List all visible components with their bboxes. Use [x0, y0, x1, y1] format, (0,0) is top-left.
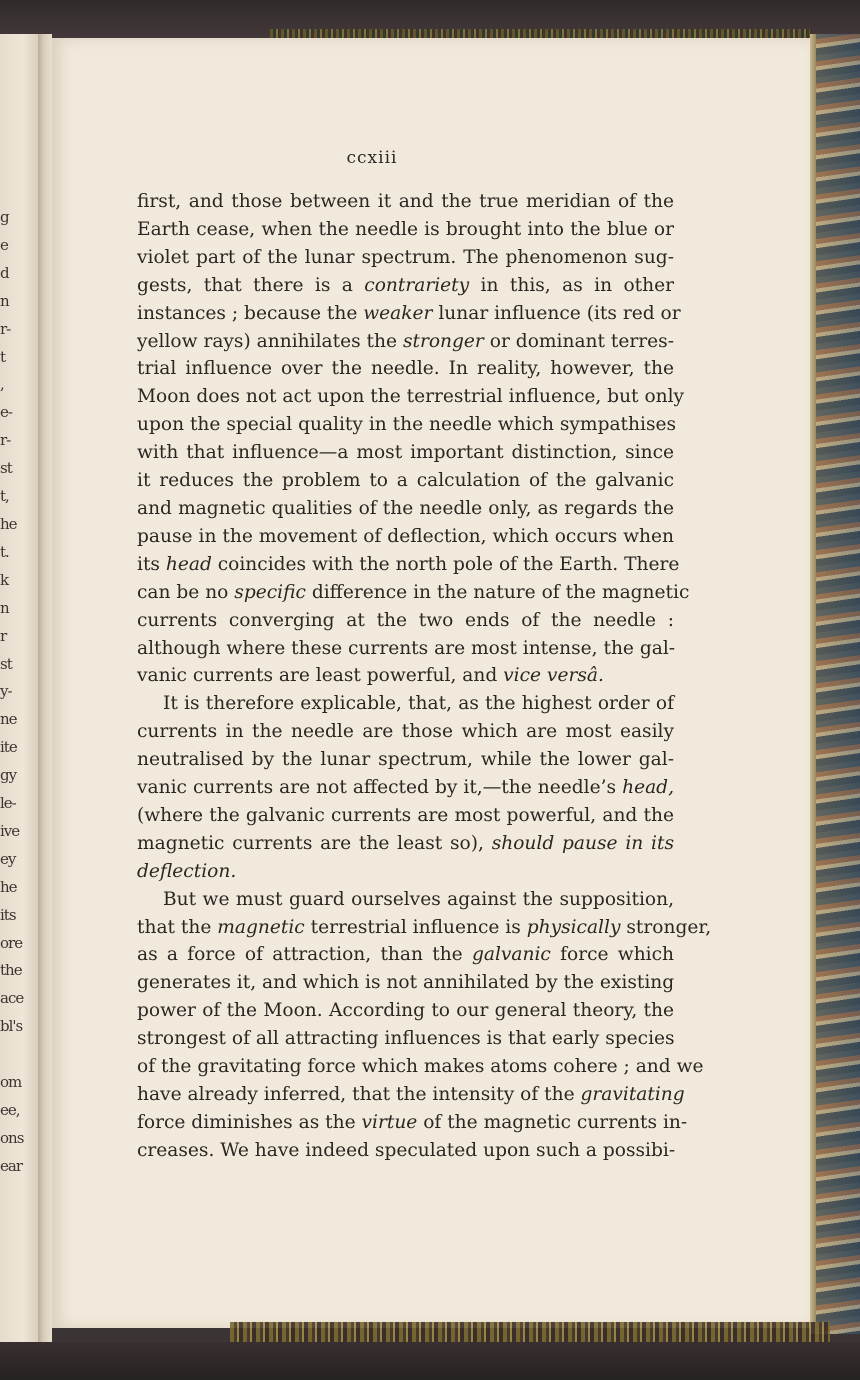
text-run: creases. We have indeed speculated upon such a possibi-: [137, 1139, 676, 1161]
text-run: Earth cease, when the needle is brought into the blue or: [137, 218, 674, 240]
italic-run: physically: [526, 916, 621, 938]
text-line: [137, 830, 674, 858]
text-run: strongest of all attracting influences is that early species: [137, 1028, 675, 1050]
text-run: neutralised by the lunar spectrum, while the lower gal-: [137, 749, 674, 771]
text-run: magnetic currents are the least so),: [137, 832, 492, 854]
text-run: force which: [550, 944, 674, 966]
text-run: difference in the nature of the magnetic: [305, 581, 690, 603]
text-line: [137, 635, 674, 663]
text-line: [137, 579, 690, 607]
text-line: [137, 1081, 685, 1109]
text-run: terrestrial influence is: [304, 916, 527, 938]
text-run: or dominant terres-: [483, 330, 674, 352]
text-run: and magnetic qualities of the needle only, as regards the: [137, 497, 674, 519]
text-run: Moon does not act upon the terrestrial influence, but only: [137, 386, 685, 408]
text-run: its: [137, 553, 166, 575]
text-run: currents in the needle are those which are most easily: [137, 721, 674, 743]
text-run: as a force of attraction, than the: [137, 944, 472, 966]
previous-page-edge: [0, 34, 38, 1342]
backdrop-bottom: [0, 1342, 860, 1380]
text-run: of the magnetic currents in-: [417, 1111, 688, 1133]
text-line: [137, 997, 674, 1025]
text-line: [137, 383, 685, 411]
text-line: [137, 495, 674, 523]
body-text: [137, 188, 712, 1165]
text-line: [137, 969, 674, 997]
italic-run: stronger: [402, 330, 484, 352]
text-run: with that influence—a most important distinction, since: [137, 442, 674, 464]
italic-run: vice versâ.: [503, 665, 604, 687]
text-line: [137, 551, 680, 579]
italic-run: should pause in its: [491, 832, 674, 854]
text-line: [137, 718, 674, 746]
text-run: gests, that there is a: [137, 274, 365, 296]
text-run: can be no: [137, 581, 235, 603]
page-number: ccxiii: [346, 148, 398, 168]
text-line: [137, 690, 674, 718]
text-line: [137, 244, 674, 272]
text-run: (where the galvanic currents are most powerful, and the: [137, 804, 674, 826]
italic-run: weaker: [363, 302, 433, 324]
text-line: [137, 328, 674, 356]
text-line: [137, 607, 674, 635]
text-run: that the: [137, 916, 218, 938]
text-line: [137, 662, 674, 690]
text-run: upon the special quality in the needle which sympathises: [137, 414, 677, 436]
text-line: [137, 300, 681, 328]
text-line: [137, 746, 674, 774]
text-line: [137, 523, 674, 551]
italic-run: head: [165, 553, 212, 575]
text-run: coincides with the north pole of the Earth. There: [211, 553, 680, 575]
text-run: pause in the movement of deflection, which occurs when: [137, 525, 674, 547]
text-line: [137, 272, 674, 300]
text-run: trial influence over the needle. In reality, however, the: [137, 358, 674, 380]
text-run: vanic currents are least powerful, and: [137, 665, 504, 687]
text-line: [137, 467, 674, 495]
text-line: [137, 914, 712, 942]
italic-run: specific: [234, 581, 306, 603]
italic-run: gravitating: [580, 1084, 685, 1105]
text-run: vanic currents are not affected by it,—the needle’s: [137, 777, 623, 799]
marbled-page-edges: [810, 34, 860, 1334]
text-line: [137, 355, 674, 383]
text-run: currents converging at the two ends of the needle :: [137, 609, 674, 631]
previous-page-text-fragments: g e d n r- t , e- r- st t, he t. k n r st y- ne ite gy le- ive ey he its ore the ace bl's om ee, ons ear: [0, 208, 24, 1175]
text-line: [137, 439, 674, 467]
text-run: generates it, and which is not annihilated by the existing: [137, 972, 675, 994]
text-run: first, and those between it and the true meridian of the: [137, 191, 674, 212]
italic-run: magnetic: [217, 916, 305, 938]
text-line: [137, 411, 677, 439]
text-run: lunar influence (its red or: [432, 302, 681, 324]
text-line: [137, 1109, 688, 1137]
text-line: [137, 1137, 674, 1165]
text-run: it reduces the problem to a calculation of the galvanic: [137, 470, 674, 492]
text-run: But we must guard ourselves against the supposition,: [163, 888, 674, 910]
text-run: yellow rays) annihilates the: [137, 330, 403, 352]
text-line: [137, 802, 674, 830]
book-gutter: [38, 34, 52, 1342]
italic-run: galvanic: [471, 944, 551, 966]
italic-run: contrariety: [364, 274, 470, 296]
text-run: although where these currents are most intense, the gal-: [137, 637, 676, 659]
text-run: stronger,: [620, 916, 712, 938]
text-run: in this, as in other: [469, 274, 674, 296]
text-line: [137, 188, 674, 216]
page-block-edge: [810, 34, 816, 1334]
text-line: [137, 886, 674, 914]
text-line: [137, 774, 674, 802]
italic-run: virtue: [361, 1111, 418, 1133]
italic-run: head,: [622, 777, 674, 799]
text-run: It is therefore explicable, that, as the highest order of: [163, 693, 674, 715]
text-line: [137, 858, 674, 886]
text-line: [137, 216, 674, 244]
text-run: force diminishes as the: [137, 1111, 362, 1133]
italic-run: deflection.: [137, 860, 237, 882]
text-run: power of the Moon. According to our general theory, the: [137, 1000, 674, 1022]
text-line: [137, 1025, 674, 1053]
text-run: violet part of the lunar spectrum. The phenomenon sug-: [137, 246, 674, 268]
text-run: have already inferred, that the intensity of the: [137, 1084, 581, 1105]
text-run: instances ; because the: [137, 302, 364, 324]
text-line: [137, 1053, 704, 1081]
text-line: [137, 941, 674, 969]
text-run: of the gravitating force which makes atoms cohere ; and we: [137, 1056, 704, 1078]
